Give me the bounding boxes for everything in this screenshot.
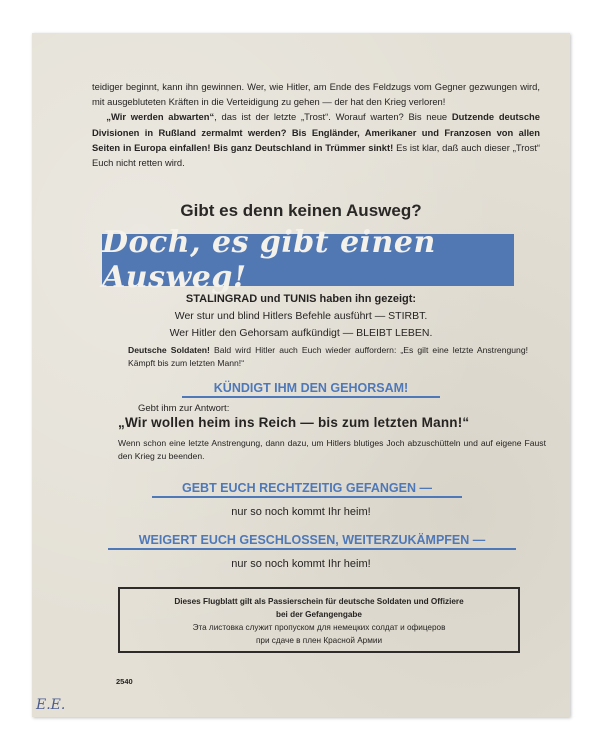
heading-weigert: WEIGERT EUCH GESCHLOSSEN, WEITERZUKÄMPFEN — <box>108 533 516 550</box>
pass-german-line1: Dieses Flugblatt gilt als Passierschein für deutsche Soldaten und Offiziere <box>174 597 464 606</box>
pass-german-line2: bei der Gefangengabe <box>276 610 362 619</box>
handwritten-mark: E.E. <box>36 697 66 713</box>
reply-paragraph: Wenn schon eine letzte Anstrengung, dann dazu, um Hitlers blutiges Joch abzuschütteln und auf eigene Faust den Krieg zu beenden. <box>118 438 546 461</box>
stalingrad-line: STALINGRAD und TUNIS haben ihn gezeigt: <box>185 293 417 305</box>
banner <box>102 225 514 295</box>
intro-p2-text-b: Es ist klar, daß auch dieser „Trost“ Euch nicht retten wird. <box>92 141 540 169</box>
heim-line-1: nur so noch kommt Ihr heim! <box>231 506 371 518</box>
intro-p2-bold-b: Dutzende deutsche Divisionen in Rußland zermalmt werden? Bis Engländer, Amerikaner und Franzosen von allen Seiten in Europa einfallen! Bis ganz Deutschland in Trümmer sinkt! <box>92 111 540 153</box>
intro-p2-text-a: , das ist der letzte „Trost“. Worauf warten? Bis neue <box>214 111 452 123</box>
leaflet-sheet <box>32 33 570 717</box>
heading-gefangen: GEBT EUCH RECHTZEITIG GEFANGEN — <box>152 481 462 498</box>
soldaten-bold: Deutsche Soldaten! <box>128 345 210 355</box>
soldaten-paragraph <box>128 344 528 370</box>
pass-russian-line2: при сдаче в плен Красной Армии <box>255 636 383 645</box>
reply-quote: „Wir wollen heim ins Reich — bis zum letzten Mann!“ <box>118 415 470 430</box>
leaflet-number: 2540 <box>116 677 133 686</box>
banner-text: Doch, es gibt einen Ausweg! <box>102 225 436 295</box>
soldaten-text: Bald wird Hitler auch Euch wieder auffordern: „Es gilt eine letzte Anstrengung! Kämpft bis zum letzten Mann!“ <box>128 345 528 368</box>
question-heading: Gibt es denn keinen Ausweg? <box>180 201 422 220</box>
stirbt-line: Wer stur und blind Hitlers Befehle ausführt — STIRBT. <box>174 310 428 322</box>
heim-line-2: nur so noch kommt Ihr heim! <box>231 558 371 570</box>
reply-intro: Gebt ihm zur Antwort: <box>138 403 230 414</box>
bleibt-leben-line: Wer Hitler den Gehorsam aufkündigt — BLEIBT LEBEN. <box>169 327 433 339</box>
passierschein-box <box>118 587 520 653</box>
intro-line1: teidiger beginnt, kann ihn gewinnen. Wer, wie Hitler, am Ende des Feldzugs vom Gegner gezwungen wird, mit ausgebluteten Kräften in die Verteidigung zu gehen — der hat den Krieg verloren! <box>92 81 540 108</box>
intro-quote-bold: „Wir werden abwarten“ <box>106 111 215 123</box>
intro-text <box>92 79 540 170</box>
heading-kuendigt: KÜNDIGT IHM DEN GEHORSAM! <box>182 381 440 398</box>
pass-russian-line1: Эта листовка служит пропуском для немецких солдат и офицеров <box>192 623 446 632</box>
